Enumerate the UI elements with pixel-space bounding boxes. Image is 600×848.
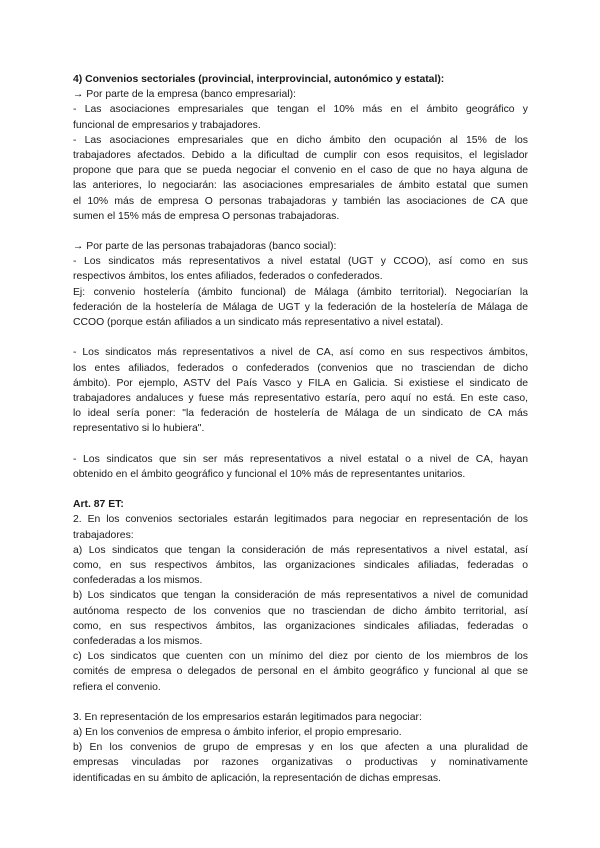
trabajadores-paragraph-2: - Los sindicatos más representativos a nivel de CA, así como en sus respectivos ámbitos, los entes afiliados, federados o confederados (convenios que no trasciendan de dicho ámbito). Por ejemplo, ASTV del País Vasco y FILA en Galicia. Si existiese el sindicato de trabajadores andaluces y fuese más representativo estaría, pero aquí no está. En este caso, lo ideal sería poner: "la federación de hostelería de Málaga de un sindicato de CA más representativo si lo hubiera".: [73, 347, 528, 435]
art87-heading: Art. 87 ET:: [73, 499, 124, 511]
trabajadores-heading: → Por parte de las personas trabajadoras (banco social):: [73, 241, 337, 253]
art87-paragraph-3: 3. En representación de los empresarios estarán legitimados para negociar: a) En los convenios de empresa o ámbito inferior, el propio empresario. b) En los convenios de grupo de empresas y en los que afecten a una pluralidad de empresas vinculadas por razones organizativas o productivas y nominativamente identificadas en su ámbito de aplicación, la representación de dichas empresas.: [73, 711, 528, 784]
empresa-heading: → Por parte de la empresa (banco empresarial):: [73, 89, 296, 101]
section-title: 4) Convenios sectoriales (provincial, interprovincial, autonómico y estatal):: [73, 74, 445, 85]
empresa-paragraph-2: - Las asociaciones empresariales que en dicho ámbito den ocupación al 15% de los trabajadores afectados. Debido a la dificultad de cumplir con esos requisitos, el legislador propone que para que se pueda negociar el convenio en el caso de que no haya alguna de las anteriores, lo negociarán: las asociaciones empresariales de ámbito estatal que sumen el 10% más de empresa O personas trabajadoras y también las asociaciones de CA que sumen el 15% más de empresa O personas trabajadoras.: [73, 134, 528, 222]
spacer: [73, 482, 528, 497]
spacer: [73, 437, 528, 452]
spacer: [73, 695, 528, 710]
trabajadores-paragraph-1: - Los sindicatos más representativos a nivel estatal (UGT y CCOO), así como en sus respectivos ámbitos, los entes afiliados, federados o confederados. Ej: convenio hostelería (ámbito funcional) de Málaga (ámbito territorial). Negociarían la federación de la hostelería de Málaga de UGT y la federación de la hostelería de Málaga de CCOO (porque están afiliados a un sindicato más representativo a nivel estatal).: [73, 256, 528, 328]
trabajadores-paragraph-3: - Los sindicatos que sin ser más representativos a nivel estatal o a nivel de CA, hayan obtenido en el ámbito geográfico y funcional el 10% más de representantes unitarios.: [73, 453, 528, 480]
spacer: [73, 224, 528, 239]
spacer: [73, 330, 528, 345]
art87-paragraph-2: 2. En los convenios sectoriales estarán legitimados para negociar en representación de los trabajadores: a) Los sindicatos que tengan la consideración de más representativos a nivel estatal, así como, en sus respectivos ámbitos, las organizaciones sindicales afiliadas, federadas o confederadas a los mismos. b) Los sindicatos que tengan la consideración de más representativos a nivel de comunidad autónoma respecto de los convenios que no trasciendan de dicho ámbito territorial, así como, en sus respectivos ámbitos, las organizaciones sindicales afiliadas, federadas o confederadas a los mismos. c) Los sindicatos que cuenten con un mínimo del diez por ciento de los miembros de los comités de empresa o delegados de personal en el ámbito geográfico y funcional al que se refiera el convenio.: [73, 514, 528, 693]
empresa-paragraph-1: - Las asociaciones empresariales que tengan el 10% más en el ámbito geográfico y funcional de empresarios y trabajadores.: [73, 104, 528, 131]
